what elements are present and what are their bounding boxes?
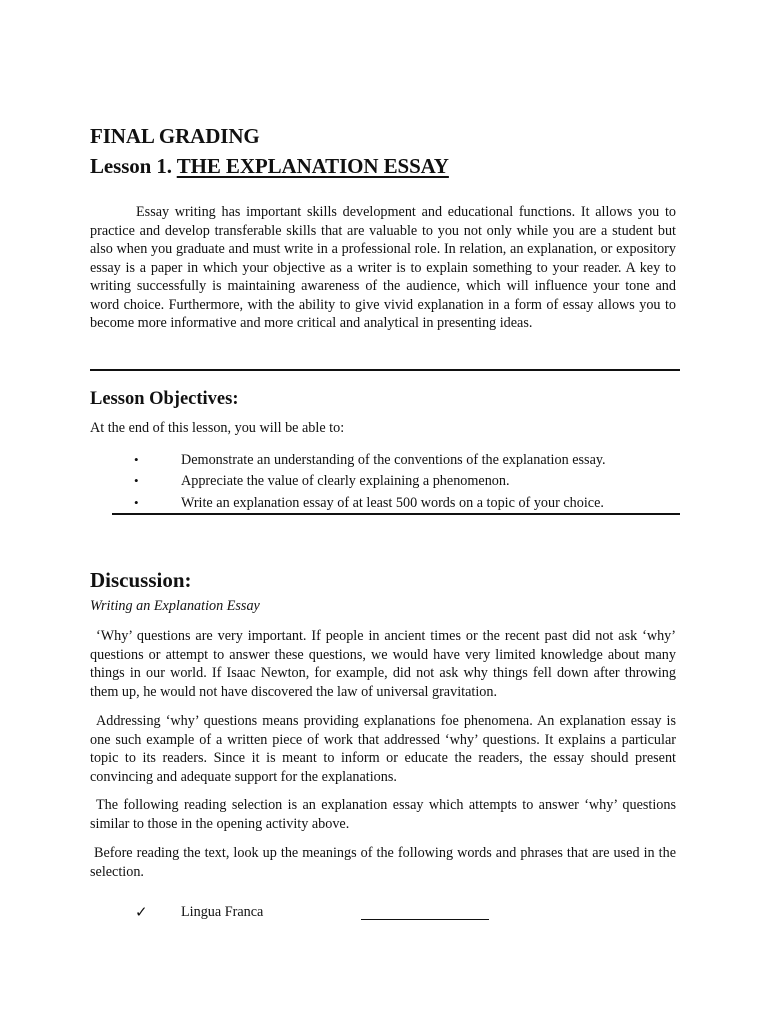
objective-text: Demonstrate an understanding of the conventions of the explanation essay. (181, 452, 606, 468)
bullet-icon: • (134, 452, 139, 467)
intro-paragraph: Essay writing has important skills development and educational functions. It allows you to practice and develop transferable skills that are valuable to you not only while you are a student but also when you graduate and must write in a professional role. In relation, an explanation, or expository essay is a paper in which your objective as a writer is to explain something to your reader. A key to writing successfully is maintaining awareness of the audience, which will influence your tone and word choice. Furthermore, with the ability to give vivid explanation in a form of essay allows you to become more informative and more critical and analytical in presenting ideas. (90, 204, 676, 331)
discussion-paragraph: Before reading the text, look up the meanings of the following words and phrases that are used in the selection. (90, 845, 676, 880)
objective-item (0, 471, 700, 491)
objective-item (0, 450, 700, 470)
final-grading-heading: FINAL GRADING (90, 124, 260, 148)
objective-text: Appreciate the value of clearly explaining a phenomenon. (181, 473, 510, 489)
vocabulary-term: Lingua Franca (181, 904, 264, 920)
discussion-paragraph: The following reading selection is an explanation essay which attempts to answer ‘why’ questions similar to those in the opening activity above. (90, 797, 676, 832)
discussion-paragraph: ‘Why’ questions are very important. If people in ancient times or the recent past did not ask ‘why’ questions or attempt to answer these questions, we would have very limited knowledge about many things in our world. If Isaac Newton, for example, did not ask why things fell down after throwing them up, he would not have discovered the law of universal gravitation. (90, 628, 676, 700)
bullet-icon: • (134, 473, 139, 488)
bullet-icon: • (134, 495, 139, 510)
lesson-title: THE EXPLANATION ESSAY (176, 154, 449, 178)
answer-blank-line (361, 919, 489, 920)
objectives-heading: Lesson Objectives: (90, 389, 239, 409)
discussion-paragraph: Addressing ‘why’ questions means providing explanations foe phenomena. An explanation essay is one such example of a written piece of work that addressed ‘why’ questions. It explains a particular topic to its readers. Since it is meant to inform or educate the readers, the essay should present convincing and adequate support for the explanations. (90, 713, 676, 785)
lesson-prefix: Lesson 1. (90, 154, 177, 178)
checkmark-icon: ✓ (135, 903, 148, 921)
lesson-title-heading (90, 154, 449, 178)
discussion-subtitle: Writing an Explanation Essay (90, 598, 260, 614)
section-divider-bottom (112, 513, 680, 515)
objectives-intro: At the end of this lesson, you will be able to: (90, 420, 345, 436)
vocabulary-item (0, 902, 700, 924)
objective-text: Write an explanation essay of at least 500 words on a topic of your choice. (181, 495, 604, 511)
section-divider-top (90, 369, 680, 371)
discussion-heading: Discussion: (90, 568, 192, 592)
objective-item (0, 493, 700, 513)
